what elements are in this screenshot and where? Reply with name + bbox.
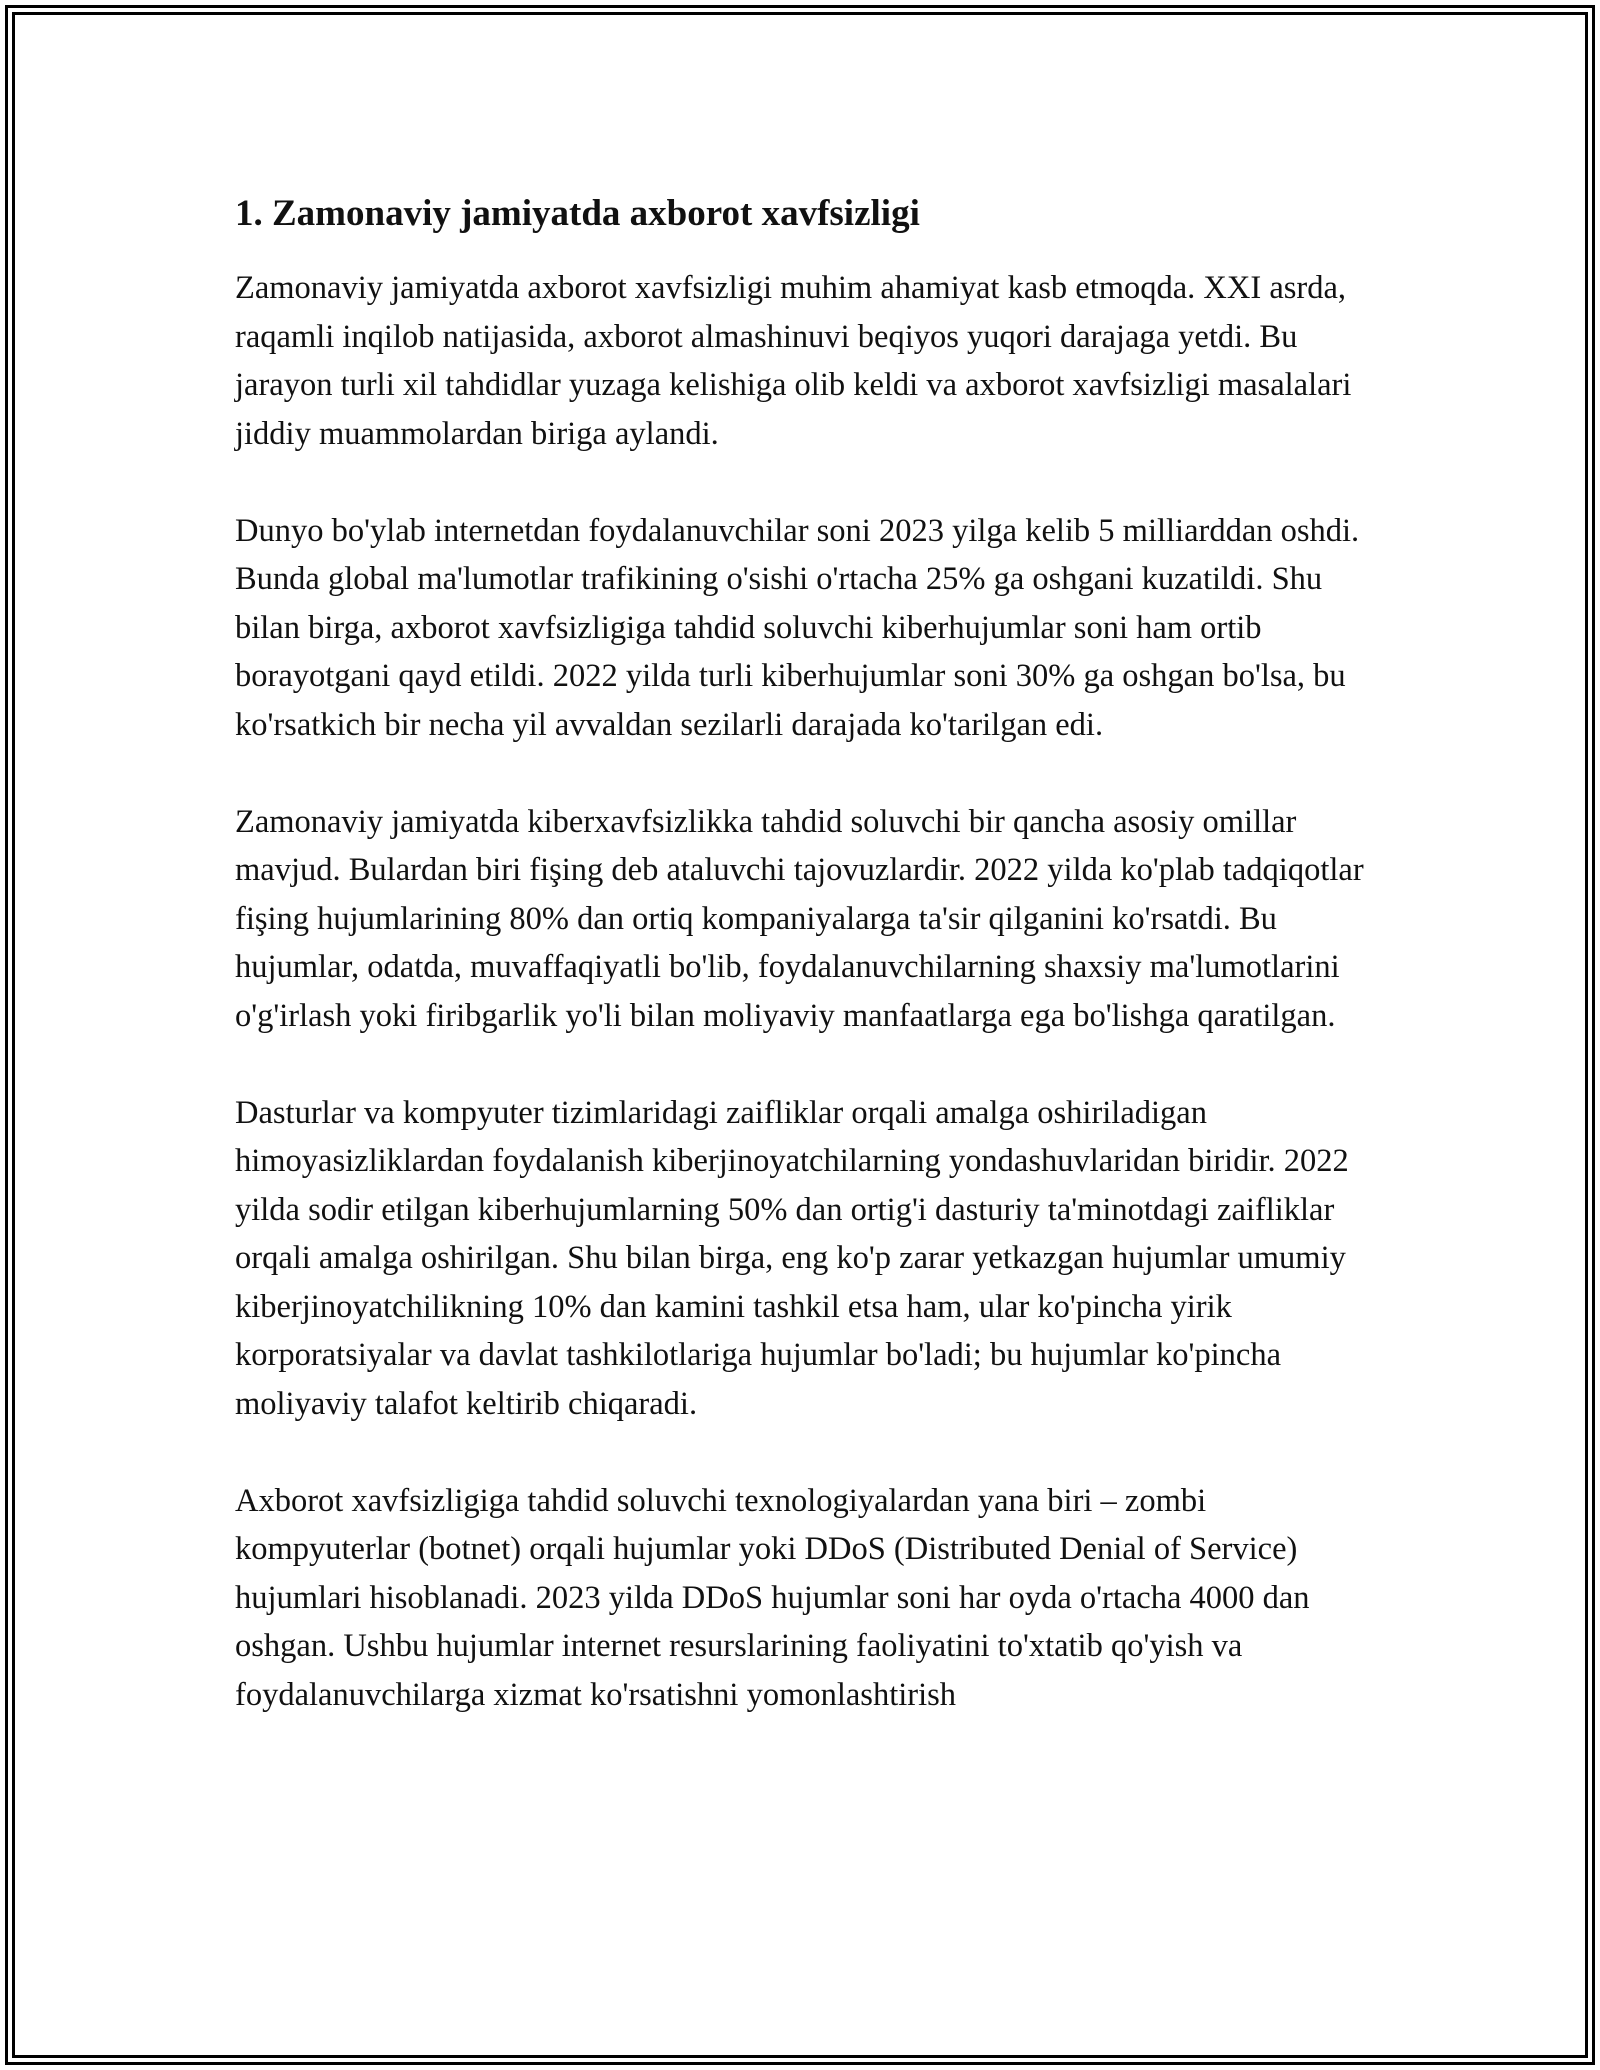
paragraph-5: Axborot xavfsizligiga tahdid soluvchi texnologiyalardan yana biri – zombi kompyuterlar (botnet) orqali hujumlar yoki DDoS (Distributed Denial of Service) hujumlari hisoblanadi. 2023 yilda DDoS hujumlar soni har oyda o'rtacha 4000 dan oshgan. Ushbu hujumlar internet resurslarining faoliyatini to'xtatib qo'yish va foydalanuvchilarga xizmat ko'rsatishni yomonlashtirish (235, 1482, 1310, 1713)
paragraph-2: Dunyo bo'ylab internetdan foydalanuvchilar soni 2023 yilga kelib 5 milliarddan oshdi. Bunda global ma'lumotlar trafikining o'sishi o'rtacha 25% ga oshgani kuzatildi. Shu bilan birga, axborot xavfsizligiga tahdid soluvchi kiberhujumlar soni ham ortib borayotgani qayd etildi. 2022 yilda turli kiberhujumlar soni 30% ga oshgan bo'lsa, bu ko'rsatkich bir necha yil avvaldan sezilarli darajada ko'tarilgan edi. (235, 512, 1360, 743)
section-heading: 1. Zamonaviy jamiyatda axborot xavfsizligi (235, 193, 920, 234)
document-body (235, 190, 1375, 1768)
paragraph-1: Zamonaviy jamiyatda axborot xavfsizligi muhim ahamiyat kasb etmoqda. XXI asrda, raqamli inqilob natijasida, axborot almashinuvi beqiyos yuqori darajaga yetdi. Bu jarayon turli xil tahdidlar yuzaga kelishiga olib keldi va axborot xavfsizligi masalalari jiddiy muammolardan biriga aylandi. (235, 270, 1352, 452)
paragraph-4: Dasturlar va kompyuter tizimlaridagi zaifliklar orqali amalga oshiriladigan himoyasizliklardan foydalanish kiberjinoyatchilarning yondashuvlaridan biridir. 2022 yilda sodir etilgan kiberhujumlarning 50% dan ortig'i dasturiy ta'minotdagi zaifliklar orqali amalga oshirilgan. Shu bilan birga, eng ko'p zarar yetkazgan hujumlar umumiy kiberjinoyatchilikning 10% dan kamini tashkil etsa ham, ular ko'pincha yirik korporatsiyalar va davlat tashkilotlariga hujumlar bo'ladi; bu hujumlar ko'pincha moliyaviy talafot keltirib chiqaradi. (235, 1094, 1349, 1422)
paragraph-3: Zamonaviy jamiyatda kiberxavfsizlikka tahdid soluvchi bir qancha asosiy omillar mavjud. Bulardan biri fişing deb ataluvchi tajovuzlardir. 2022 yilda ko'plab tadqiqotlar fişing hujumlarining 80% dan ortiq kompaniyalarga ta'sir qilganini ko'rsatdi. Bu hujumlar, odatda, muvaffaqiyatli bo'lib, foydalanuvchilarning shaxsiy ma'lumotlarini o'g'irlash yoki firibgarlik yo'li bilan moliyaviy manfaatlarga ega bo'lishga qaratilgan. (235, 803, 1364, 1034)
